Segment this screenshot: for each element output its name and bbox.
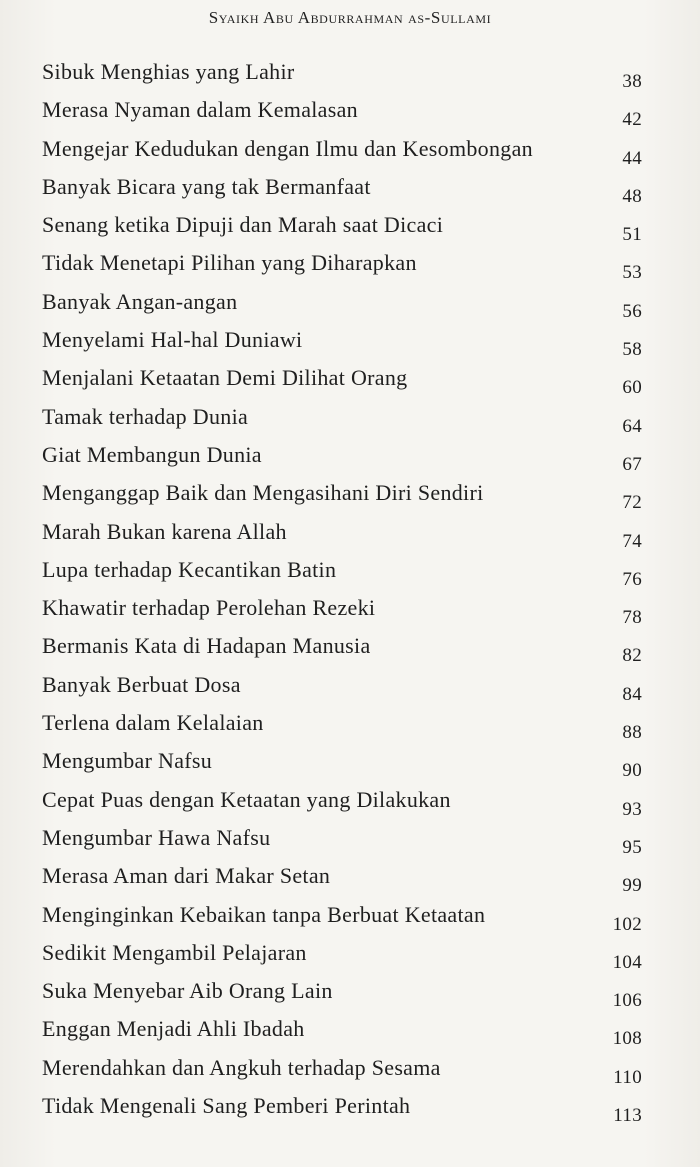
- toc-entry-title: Khawatir terhadap Perolehan Rezeki: [42, 595, 376, 621]
- toc-entry-page: 78: [622, 607, 642, 629]
- toc-entry: [42, 671, 642, 709]
- toc-entry-page: 102: [612, 913, 642, 935]
- toc-entry-page: 60: [622, 377, 642, 399]
- toc-entry: [42, 824, 642, 862]
- toc-entry-title: Mengejar Kedudukan dengan Ilmu dan Kesombongan: [42, 135, 533, 161]
- toc-entry-page: 48: [622, 185, 642, 207]
- toc-entry-page: 56: [622, 300, 642, 322]
- toc-entry-title: Marah Bukan karena Allah: [42, 518, 287, 544]
- toc-entry-title: Sedikit Mengambil Pelajaran: [42, 939, 307, 965]
- toc-entry-title: Sibuk Menghias yang Lahir: [42, 59, 295, 84]
- toc-entry-page: 113: [613, 1105, 642, 1127]
- toc-entry-title: Mengumbar Hawa Nafsu: [42, 824, 271, 850]
- toc-entry: [42, 747, 642, 785]
- toc-entry-page: 51: [622, 224, 642, 246]
- toc-entry: [42, 556, 642, 594]
- toc-entry-title: Menjalani Ketaatan Demi Dilihat Orang: [42, 365, 408, 391]
- toc-entry-page: 38: [622, 71, 642, 92]
- toc-entry-title: Banyak Bicara yang tak Bermanfaat: [42, 173, 371, 199]
- toc-entry: [42, 1092, 642, 1130]
- toc-entry-title: Tidak Menetapi Pilihan yang Diharapkan: [42, 250, 417, 276]
- toc-entry-page: 74: [622, 530, 642, 552]
- toc-entry-page: 67: [622, 453, 642, 475]
- toc-entry: [42, 135, 642, 173]
- toc-entry: [42, 518, 642, 556]
- toc-entry: [42, 364, 642, 402]
- toc-entry-title: Terlena dalam Kelalaian: [42, 710, 264, 736]
- toc-entry-page: 58: [622, 339, 642, 361]
- toc-entry-page: 44: [622, 147, 642, 169]
- toc-entry-title: Senang ketika Dipuji dan Marah saat Dicaci: [42, 212, 444, 238]
- toc-entry-page: 90: [622, 760, 642, 782]
- toc-entry-page: 42: [622, 109, 642, 131]
- toc-entry: [42, 594, 642, 632]
- toc-entry-title: Cepat Puas dengan Ketaatan yang Dilakukan: [42, 786, 451, 812]
- toc-entry-page: 106: [612, 990, 642, 1012]
- toc-entry: [42, 326, 642, 364]
- toc-entry-title: Menyelami Hal-hal Duniawi: [42, 327, 303, 353]
- toc-entry: [42, 288, 642, 326]
- toc-entry-title: Tidak Mengenali Sang Pemberi Perintah: [42, 1093, 411, 1119]
- table-of-contents: [42, 58, 642, 1130]
- toc-entry-page: 53: [622, 262, 642, 284]
- toc-entry: [42, 173, 642, 211]
- toc-entry-page: 93: [622, 798, 642, 820]
- toc-entry: [42, 901, 642, 939]
- toc-entry-title: Merasa Aman dari Makar Setan: [42, 863, 331, 889]
- toc-entry-title: Merasa Nyaman dalam Kemalasan: [42, 97, 358, 123]
- toc-entry-page: 104: [612, 951, 642, 973]
- toc-entry: [42, 211, 642, 249]
- toc-entry: [42, 249, 642, 287]
- toc-entry: [42, 479, 642, 517]
- toc-entry-page: 99: [622, 875, 642, 897]
- toc-entry-page: 72: [622, 492, 642, 514]
- toc-entry: [42, 96, 642, 134]
- toc-entry: [42, 1015, 642, 1053]
- toc-entry-page: 95: [622, 836, 642, 858]
- toc-entry-page: 110: [613, 1066, 642, 1088]
- toc-entry-title: Banyak Angan-angan: [42, 288, 238, 314]
- toc-entry: [42, 939, 642, 977]
- toc-entry-title: Banyak Berbuat Dosa: [42, 671, 241, 697]
- toc-entry-page: 76: [622, 568, 642, 590]
- toc-entry: [42, 786, 642, 824]
- toc-entry-title: Suka Menyebar Aib Orang Lain: [42, 978, 333, 1004]
- toc-entry-title: Lupa terhadap Kecantikan Batin: [42, 556, 337, 582]
- toc-entry: [42, 403, 642, 441]
- toc-entry-title: Giat Membangun Dunia: [42, 441, 262, 467]
- toc-entry-page: 82: [622, 645, 642, 667]
- running-header: Syaikh Abu Abdurrahman as-Sullami: [208, 8, 492, 27]
- toc-entry: [42, 862, 642, 900]
- toc-entry: [42, 1054, 642, 1092]
- toc-entry-title: Bermanis Kata di Hadapan Manusia: [42, 633, 371, 659]
- toc-entry: [42, 709, 642, 747]
- toc-entry-title: Menginginkan Kebaikan tanpa Berbuat Ketaatan: [42, 901, 486, 927]
- toc-entry: [42, 441, 642, 479]
- toc-entry-title: Menganggap Baik dan Mengasihani Diri Sendiri: [42, 480, 484, 506]
- toc-entry: [42, 632, 642, 670]
- toc-entry-page: 64: [622, 415, 642, 437]
- toc-entry-title: Enggan Menjadi Ahli Ibadah: [42, 1016, 305, 1042]
- toc-entry: [42, 977, 642, 1015]
- toc-entry-page: 84: [622, 683, 642, 705]
- toc-entry-page: 108: [612, 1028, 642, 1050]
- toc-entry-title: Merendahkan dan Angkuh terhadap Sesama: [42, 1054, 441, 1080]
- toc-entry-page: 88: [622, 722, 642, 744]
- toc-entry-title: Mengumbar Nafsu: [42, 748, 213, 774]
- toc-entry-title: Tamak terhadap Dunia: [42, 403, 249, 429]
- toc-entry: [42, 58, 642, 96]
